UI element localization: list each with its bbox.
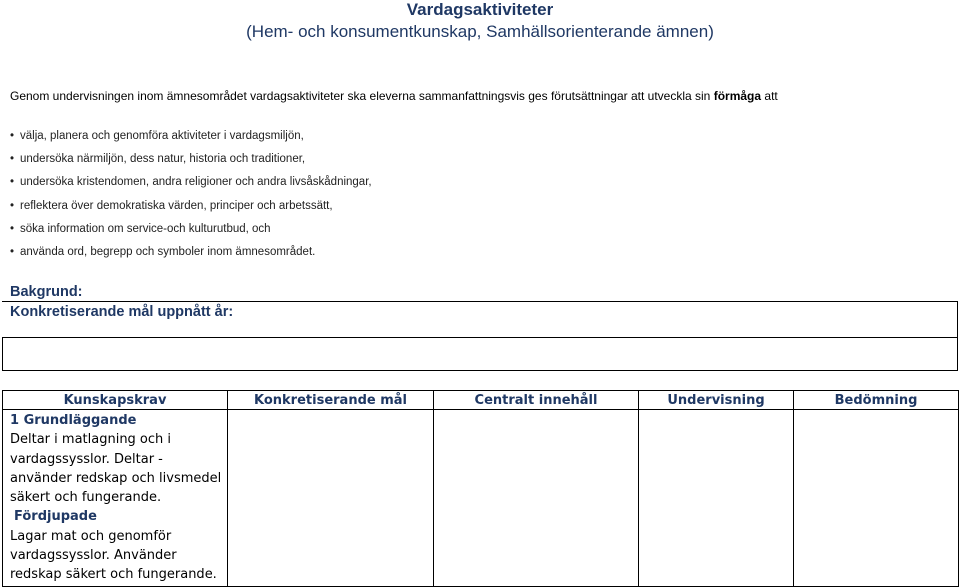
level1-line: säkert och fungerande. (10, 490, 162, 506)
column-header-bedomning: Bedömning (794, 391, 959, 410)
intro-bold-word: förmåga (713, 89, 762, 103)
bedomning-cell[interactable] (794, 410, 959, 587)
level1-line: vardagssysslor. Deltar - (10, 451, 163, 467)
bullet-icon: • (10, 199, 15, 212)
level2-line: redskap säkert och fungerande. (10, 567, 217, 583)
table-row (3, 410, 959, 587)
konkretiserande-mal-cell[interactable] (228, 410, 434, 587)
intro-tail: att (764, 89, 778, 103)
column-header-undervisning: Undervisning (639, 391, 794, 410)
column-header-kunskapskrav: Kunskapskrav (3, 391, 228, 410)
goals-list (10, 129, 372, 268)
table-header-row (3, 391, 959, 410)
list-item (10, 222, 372, 245)
list-item (10, 129, 372, 152)
level1-line: Deltar i matlagning och i (10, 432, 172, 448)
level2-heading: Fördjupade (14, 509, 97, 525)
konkretiserande-input-box[interactable] (2, 337, 958, 371)
goal-text: välja, planera och genomföra aktiviteter i vardagsmiljön, (20, 130, 304, 142)
list-item (10, 175, 372, 198)
level1-heading: 1 Grundläggande (10, 413, 137, 428)
list-item (10, 245, 372, 268)
goal-text: använda ord, begrepp och symboler inom ämnesområdet. (20, 245, 316, 258)
planning-table (2, 390, 959, 587)
column-header-konkretiserande-mal: Konkretiserande mål (228, 391, 434, 410)
goal-text: undersöka närmiljön, dess natur, historia och traditioner, (20, 153, 306, 166)
kunskapskrav-cell[interactable] (3, 410, 228, 587)
bullet-icon: • (10, 176, 15, 189)
goal-text: undersöka kristendomen, andra religioner och andra livsåskådningar, (20, 176, 372, 189)
intro-paragraph (10, 89, 778, 103)
document-title: Vardagsaktiviteter (406, 0, 554, 19)
list-item (10, 199, 372, 222)
level2-line: Lagar mat och genomför (10, 528, 172, 544)
bullet-icon: • (10, 245, 15, 258)
undervisning-cell[interactable] (639, 410, 794, 587)
intro-text: Genom undervisningen inom ämnesområdet vardagsaktiviteter ska eleverna sammanfattningsvis ges förutsättningar att utveckla sin (10, 89, 711, 103)
list-item (10, 152, 372, 175)
goal-text: söka information om service-och kulturutbud, och (20, 222, 271, 235)
level2-line: vardagssysslor. Använder (10, 548, 177, 564)
bullet-icon: • (10, 222, 15, 235)
bullet-icon: • (10, 130, 15, 142)
bakgrund-heading: Bakgrund: (10, 284, 83, 300)
document-subtitle: (Hem- och konsumentkunskap, Samhällsorienterande ämnen) (246, 22, 714, 41)
centralt-innehall-cell[interactable] (434, 410, 639, 587)
goal-text: reflektera över demokratiska värden, principer och arbetssätt, (20, 199, 333, 212)
bullet-icon: • (10, 153, 15, 166)
konkretiserande-heading: Konkretiserande mål uppnått år: (10, 304, 234, 320)
column-header-centralt-innehall: Centralt innehåll (434, 391, 639, 410)
level1-line: använder redskap och livsmedel (10, 470, 222, 486)
